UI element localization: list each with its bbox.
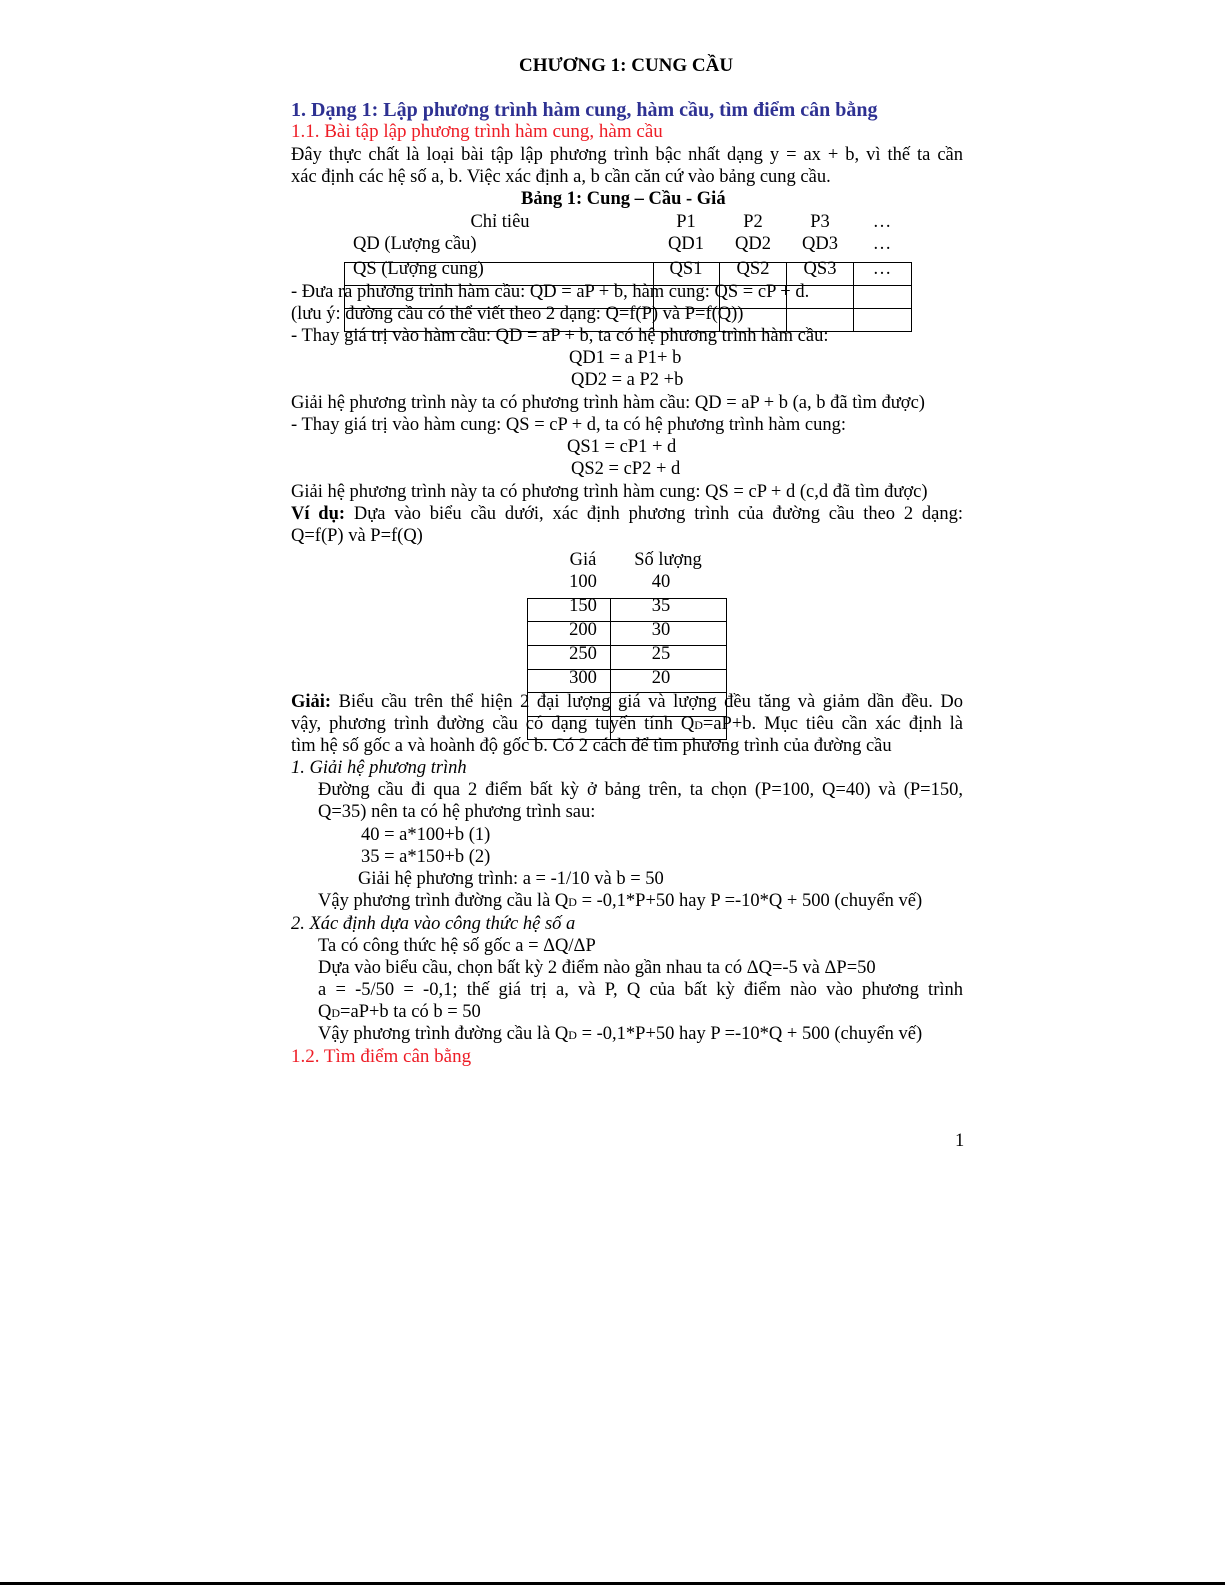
- method2-line-1: Ta có công thức hệ số gốc a = ΔQ/ΔP: [318, 936, 596, 956]
- solve-supply: Giải hệ phương trình này ta có phương trình hàm cung: QS = cP + d (c,d đã tìm được): [291, 482, 928, 502]
- table1-header-p2: P2: [743, 212, 763, 232]
- table2-row-4-price: 250: [569, 644, 597, 664]
- solution-line-3: tìm hệ số gốc a và hoành độ gốc b. Có 2 cách để tìm phương trình của đường cầu: [291, 736, 892, 756]
- method2-line-4: [318, 1001, 481, 1024]
- table1-row-qs-1: QS1: [669, 259, 703, 279]
- step-3: - Thay giá trị vào hàm cung: QS = cP + d, ta có hệ phương trình hàm cung:: [291, 415, 846, 435]
- section11-heading: 1.1. Bài tập lập phương trình hàm cung, hàm cầu: [291, 121, 663, 142]
- equation-qd1: QD1 = a P1+ b: [569, 348, 682, 368]
- table1-header-p1: P1: [676, 212, 696, 232]
- method2-result-part-b: = -0,1*P+50 hay P =-10*Q + 500 (chuyển vế): [576, 1024, 923, 1044]
- note-line: (lưu ý: đường cầu có thể viết theo 2 dạng: Q=f(P) và P=f(Q)): [291, 304, 744, 324]
- table2-row-5-price: 300: [569, 668, 597, 688]
- table2-row-3-price: 200: [569, 620, 597, 640]
- solution-line-2: [291, 713, 963, 736]
- page-number: 1: [955, 1131, 965, 1151]
- method1-title: 1. Giải hệ phương trình: [291, 758, 467, 778]
- intro-line-2: xác định các hệ số a, b. Việc xác định a, b cần căn cứ vào bảng cung cầu.: [291, 167, 831, 187]
- method1-result-subscript: D: [568, 895, 577, 909]
- table2-row-3-quantity: 30: [651, 620, 671, 640]
- method1-line-2: Q=35) nên ta có hệ phương trình sau:: [318, 802, 596, 822]
- table2-row-2-price: 150: [569, 596, 597, 616]
- equation-qs1: QS1 = cP1 + d: [567, 437, 677, 457]
- table2-header-quantity: Số lượng: [634, 550, 702, 570]
- solution-line-2-part-a: vậy, phương trình đường cầu có dạng tuyến tính Q: [291, 714, 695, 734]
- table2-row-5-quantity: 20: [651, 668, 671, 688]
- example-label: Ví dụ:: [291, 504, 346, 524]
- table1-row-qs-more: …: [872, 259, 892, 279]
- example-line-1: [291, 503, 963, 525]
- solve-demand: Giải hệ phương trình này ta có phương trình hàm cầu: QD = aP + b (a, b đã tìm được): [291, 393, 925, 413]
- method2-line-2: Dựa vào biểu cầu, chọn bất kỳ 2 điểm nào gần nhau ta có ΔQ=-5 và ΔP=50: [318, 958, 876, 978]
- section12-heading: 1.2. Tìm điểm cân bằng: [291, 1046, 472, 1067]
- table2-row-2-quantity: 35: [651, 596, 671, 616]
- equation-qd2: QD2 = a P2 +b: [571, 370, 684, 390]
- table1-row-qd-label: QD (Lượng cầu): [353, 234, 477, 254]
- step-2: - Thay giá trị vào hàm cầu: QD = aP + b, ta có hệ phương trình hàm cầu:: [291, 326, 829, 346]
- method1-result: [318, 890, 922, 913]
- method2-title: 2. Xác định dựa vào công thức hệ số a: [291, 914, 576, 934]
- solution-text: Biểu cầu trên thể hiện 2 đại lượng giá và lượng đều tăng và giảm dần đều. Do: [338, 692, 964, 712]
- method2-result: [318, 1023, 922, 1046]
- solution-line-1: [291, 691, 963, 713]
- table1-row-qd-1: QD1: [668, 234, 704, 254]
- table2-header-price: Giá: [569, 550, 597, 570]
- method2-line-3: a = -5/50 = -0,1; thế giá trị a, và P, Q của bất kỳ điểm nào vào phương trình: [318, 980, 963, 1000]
- table1-row-qs-label: QS (Lượng cung): [353, 259, 484, 279]
- table2-row-1-price: 100: [569, 572, 597, 592]
- table1-row-qd-3: QD3: [802, 234, 838, 254]
- method2-line-4-part-b: =aP+b ta có b = 50: [340, 1002, 481, 1022]
- table2-row-4-quantity: 25: [651, 644, 671, 664]
- chapter-title: CHƯƠNG 1: CUNG CẦU: [519, 55, 734, 76]
- table1-header-more: …: [872, 212, 892, 232]
- table1-row-qs-3: QS3: [803, 259, 837, 279]
- method2-result-part-a: Vậy phương trình đường cầu là Q: [318, 1024, 569, 1044]
- table1-row-qs-2: QS2: [736, 259, 770, 279]
- equation-qs2: QS2 = cP2 + d: [571, 459, 681, 479]
- method2-result-subscript: D: [568, 1028, 577, 1042]
- table1-row-qd-2: QD2: [735, 234, 771, 254]
- solution-line-2-part-b: =aP+b. Mục tiêu cần xác định là: [702, 714, 963, 734]
- table1-row-qd-more: …: [872, 234, 892, 254]
- example-line-2: Q=f(P) và P=f(Q): [291, 526, 423, 546]
- solution-label: Giải:: [291, 692, 332, 712]
- solution-line-2-subscript: D: [694, 718, 703, 732]
- method1-line-1: Đường cầu đi qua 2 điểm bất kỳ ở bảng trên, ta chọn (P=100, Q=40) và (P=150,: [318, 780, 963, 800]
- method1-result-part-a: Vậy phương trình đường cầu là Q: [318, 891, 569, 911]
- table1-grid-vline-4: [853, 262, 854, 332]
- method1-solve: Giải hệ phương trình: a = -1/10 và b = 50: [358, 869, 664, 889]
- method1-equation-1: 40 = a*100+b (1): [361, 825, 491, 845]
- method2-line-4-subscript: D: [331, 1006, 341, 1020]
- example-text: Dựa vào biểu cầu dưới, xác định phương trình của đường cầu theo 2 dạng:: [353, 504, 963, 524]
- method1-result-part-b: = -0,1*P+50 hay P =-10*Q + 500 (chuyển vế): [576, 891, 923, 911]
- section1-heading: 1. Dạng 1: Lập phương trình hàm cung, hàm cầu, tìm điểm cân bằng: [291, 99, 878, 121]
- intro-line-1: Đây thực chất là loại bài tập lập phương trình bậc nhất dạng y = ax + b, vì thế ta cần: [291, 145, 963, 165]
- table1-header-chitieu: Chỉ tiêu: [470, 212, 530, 232]
- step-1: - Đưa ra phương trình hàm cầu: QD = aP + b, hàm cung: QS = cP + d.: [291, 282, 810, 302]
- table2-row-1-quantity: 40: [651, 572, 671, 592]
- method2-line-4-part-a: Q: [318, 1002, 332, 1022]
- method1-equation-2: 35 = a*150+b (2): [361, 847, 491, 867]
- table1-caption: Bảng 1: Cung – Cầu - Giá: [521, 189, 726, 209]
- table1-header-p3: P3: [810, 212, 830, 232]
